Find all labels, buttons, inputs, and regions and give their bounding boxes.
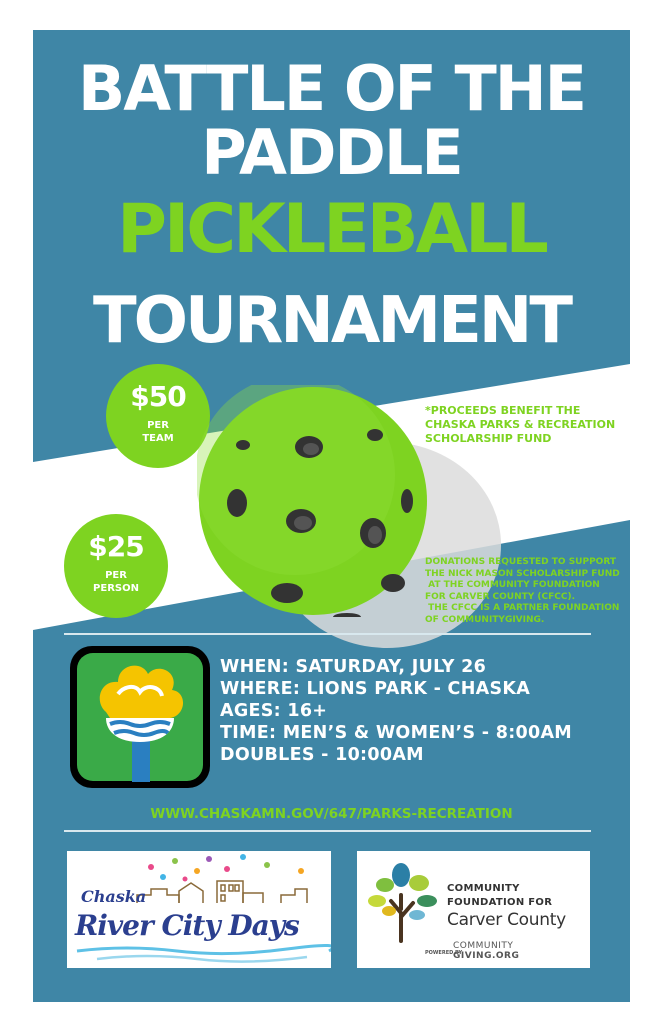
detail-where: WHERE: LIONS PARK - CHASKA — [220, 679, 531, 699]
detail-when: WHEN: SATURDAY, JULY 26 — [220, 657, 487, 677]
river-city-days-chaska: Chaska — [81, 887, 147, 906]
proceeds-note: *PROCEEDS BENEFIT THE CHASKA PARKS & RECREATION SCHOLARSHIP FUND — [425, 404, 616, 445]
donation-note — [425, 557, 625, 626]
river-city-days-title: River City Days — [75, 909, 299, 942]
price-person-amount: $25 — [88, 530, 144, 563]
river-city-days-logo — [67, 851, 331, 968]
cfcc-powered-by: POWERED BY — [425, 950, 463, 956]
event-details — [220, 656, 620, 766]
cfcc-community-giving-1: COMMUNITY — [453, 941, 514, 951]
price-team-unit-1: PER — [147, 420, 169, 431]
price-person-unit-2: PERSON — [93, 583, 139, 594]
donation-line-3: AT THE COMMUNITY FOUNDATION — [425, 580, 600, 590]
divider-top — [64, 633, 591, 635]
price-person-unit-1: PER — [105, 570, 127, 581]
title-line-2: PADDLE — [201, 116, 462, 189]
cfcc-tree-logo — [363, 859, 443, 943]
pickleball-icon — [197, 385, 429, 617]
divider-bottom — [64, 830, 591, 832]
cfcc-logo — [357, 851, 590, 968]
detail-doubles: DOUBLES - 10:00AM — [220, 745, 424, 765]
donation-line-1: DONATIONS REQUESTED TO SUPPORT — [425, 557, 616, 567]
donation-line-5: THE CFCC IS A PARTNER FOUNDATION — [425, 603, 620, 613]
price-team-badge — [106, 364, 210, 468]
cfcc-community: COMMUNITY — [447, 883, 520, 894]
chaska-tree-logo — [66, 642, 214, 792]
title-line-4: TOURNAMENT — [92, 284, 571, 358]
detail-time: TIME: MEN’S & WOMEN’S - 8:00AM — [220, 723, 573, 743]
price-team-amount: $50 — [130, 380, 186, 413]
price-team-unit-2: TEAM — [142, 433, 174, 444]
title-line-1: BATTLE OF THE — [77, 52, 586, 125]
donation-line-6: OF COMMUNITYGIVING. — [425, 614, 545, 625]
donation-line-2: THE NICK MASON SCHOLARSHIP FUND — [425, 568, 620, 579]
donation-line-4: FOR CARVER COUNTY (CFCC). — [425, 591, 576, 602]
cfcc-community-giving-2: GIVING.ORG — [453, 951, 520, 961]
poster — [33, 30, 630, 1002]
cfcc-carver-county: Carver County — [447, 910, 566, 930]
cfcc-foundation-for: FOUNDATION FOR — [447, 897, 553, 908]
price-person-badge — [64, 514, 168, 618]
detail-ages: AGES: 16+ — [220, 701, 328, 721]
title-line-3: PICKLEBALL — [117, 190, 546, 269]
website-url[interactable]: WWW.CHASKAMN.GOV/647/PARKS-RECREATION — [150, 806, 513, 822]
